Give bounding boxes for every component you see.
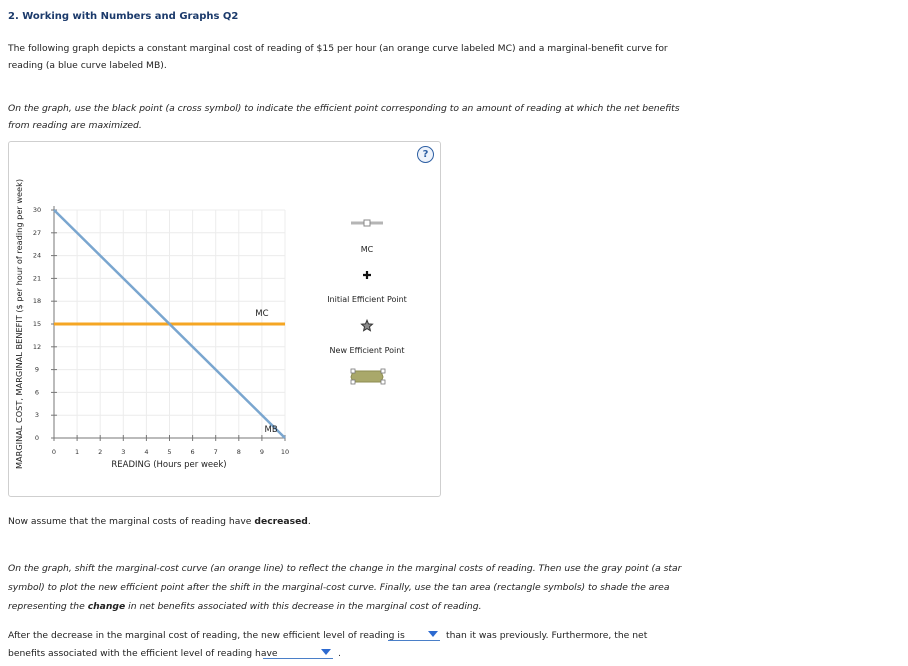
y-tick-label: 24	[32, 251, 42, 260]
tan-area-handle	[351, 369, 355, 373]
x-tick-label: 9	[259, 448, 264, 456]
x-tick-label: 6	[190, 448, 195, 456]
y-tick-label: 30	[32, 206, 42, 214]
y-tick-label: 3	[34, 411, 40, 420]
y-tick-label: 9	[34, 365, 40, 374]
y-tick-label: 27	[32, 228, 42, 237]
tan-area-tool	[351, 371, 383, 382]
decrease-prefix: Now assume that the marginal costs of reading have	[8, 516, 255, 527]
question-2-text: benefits associated with the efficient level of reading have	[8, 648, 278, 659]
page-title: 2. Working with Numbers and Graphs Q2	[8, 11, 239, 22]
legend-initial-label: Initial Efficient Point	[327, 295, 407, 304]
question-1-text: After the decrease in the marginal cost of reading, the new efficient level of reading is	[8, 630, 405, 641]
graph-panel	[8, 141, 441, 497]
legend-new-label: New Efficient Point	[329, 346, 405, 355]
net-benefits-dropdown[interactable]	[263, 646, 333, 659]
instruction-text-1: On the graph, use the black point (a cross symbol) to indicate the efficient point corresponding to an amount of reading at which the net benefits from reading are maximized.	[8, 103, 680, 131]
decrease-statement	[8, 516, 311, 527]
instruction2-part-b: in net benefits associated with this decrease in the marginal cost of reading.	[125, 601, 482, 612]
y-tick-label: 18	[32, 297, 42, 306]
mc-curve-label: MC	[255, 309, 269, 319]
x-tick-label: 5	[167, 448, 172, 456]
y-tick-label: 12	[32, 342, 42, 351]
x-tick-label: 3	[121, 448, 126, 456]
y-tick-label: 15	[32, 320, 42, 328]
instruction2-bold: change	[87, 601, 126, 612]
chevron-down-icon	[321, 649, 331, 655]
x-tick-label: 1	[75, 448, 80, 456]
instruction2-part-a: On the graph, shift the marginal-cost curve (an orange line) to reflect the change in the marginal costs of reading. Then use the gray point (a star symbol) to plot the new efficient point after the shift in the marginal-cost curve. Finally, use the tan area (rectangle symbols) to shade the area representing the	[8, 563, 682, 612]
efficient-level-dropdown[interactable]	[388, 628, 440, 641]
cross-icon	[363, 271, 371, 279]
x-tick-label: 0	[51, 448, 57, 456]
instruction-text-2	[8, 559, 688, 616]
y-axis-label: MARGINAL COST, MARGINAL BENEFIT ($ per hour of reading per week)	[14, 178, 24, 470]
y-tick-label: 21	[32, 274, 42, 283]
chevron-down-icon	[428, 631, 438, 637]
sentence-period: .	[338, 648, 341, 659]
y-tick-label: 0	[34, 434, 40, 442]
question-1-tail: than it was previously. Furthermore, the net	[446, 630, 648, 641]
decrease-suffix: .	[307, 516, 311, 527]
x-tick-label: 2	[98, 448, 103, 456]
intro-text: The following graph depicts a constant marginal cost of reading of $15 per hour (an orange curve labeled MC) and a marginal-benefit curve for reading (a blue curve labeled MB).	[8, 43, 668, 71]
tan-area-handle	[381, 380, 385, 384]
legend-mc-label: MC	[360, 245, 374, 254]
graph-canvas[interactable]	[9, 142, 440, 496]
y-tick-label: 6	[34, 388, 40, 397]
x-tick-label: 4	[144, 448, 149, 456]
star-icon	[362, 320, 373, 331]
tan-area-handle	[381, 369, 385, 373]
x-tick-label: 10	[280, 448, 290, 456]
mc-tool-handle	[364, 220, 370, 226]
x-tick-label: 8	[236, 448, 241, 456]
decrease-bold: decreased	[254, 516, 308, 527]
tan-area-handle	[351, 380, 355, 384]
x-tick-label: 7	[213, 448, 218, 456]
help-icon[interactable]: ?	[417, 146, 434, 163]
mb-curve-label: MB	[264, 425, 278, 435]
x-axis-label: READING (Hours per week)	[111, 460, 227, 470]
